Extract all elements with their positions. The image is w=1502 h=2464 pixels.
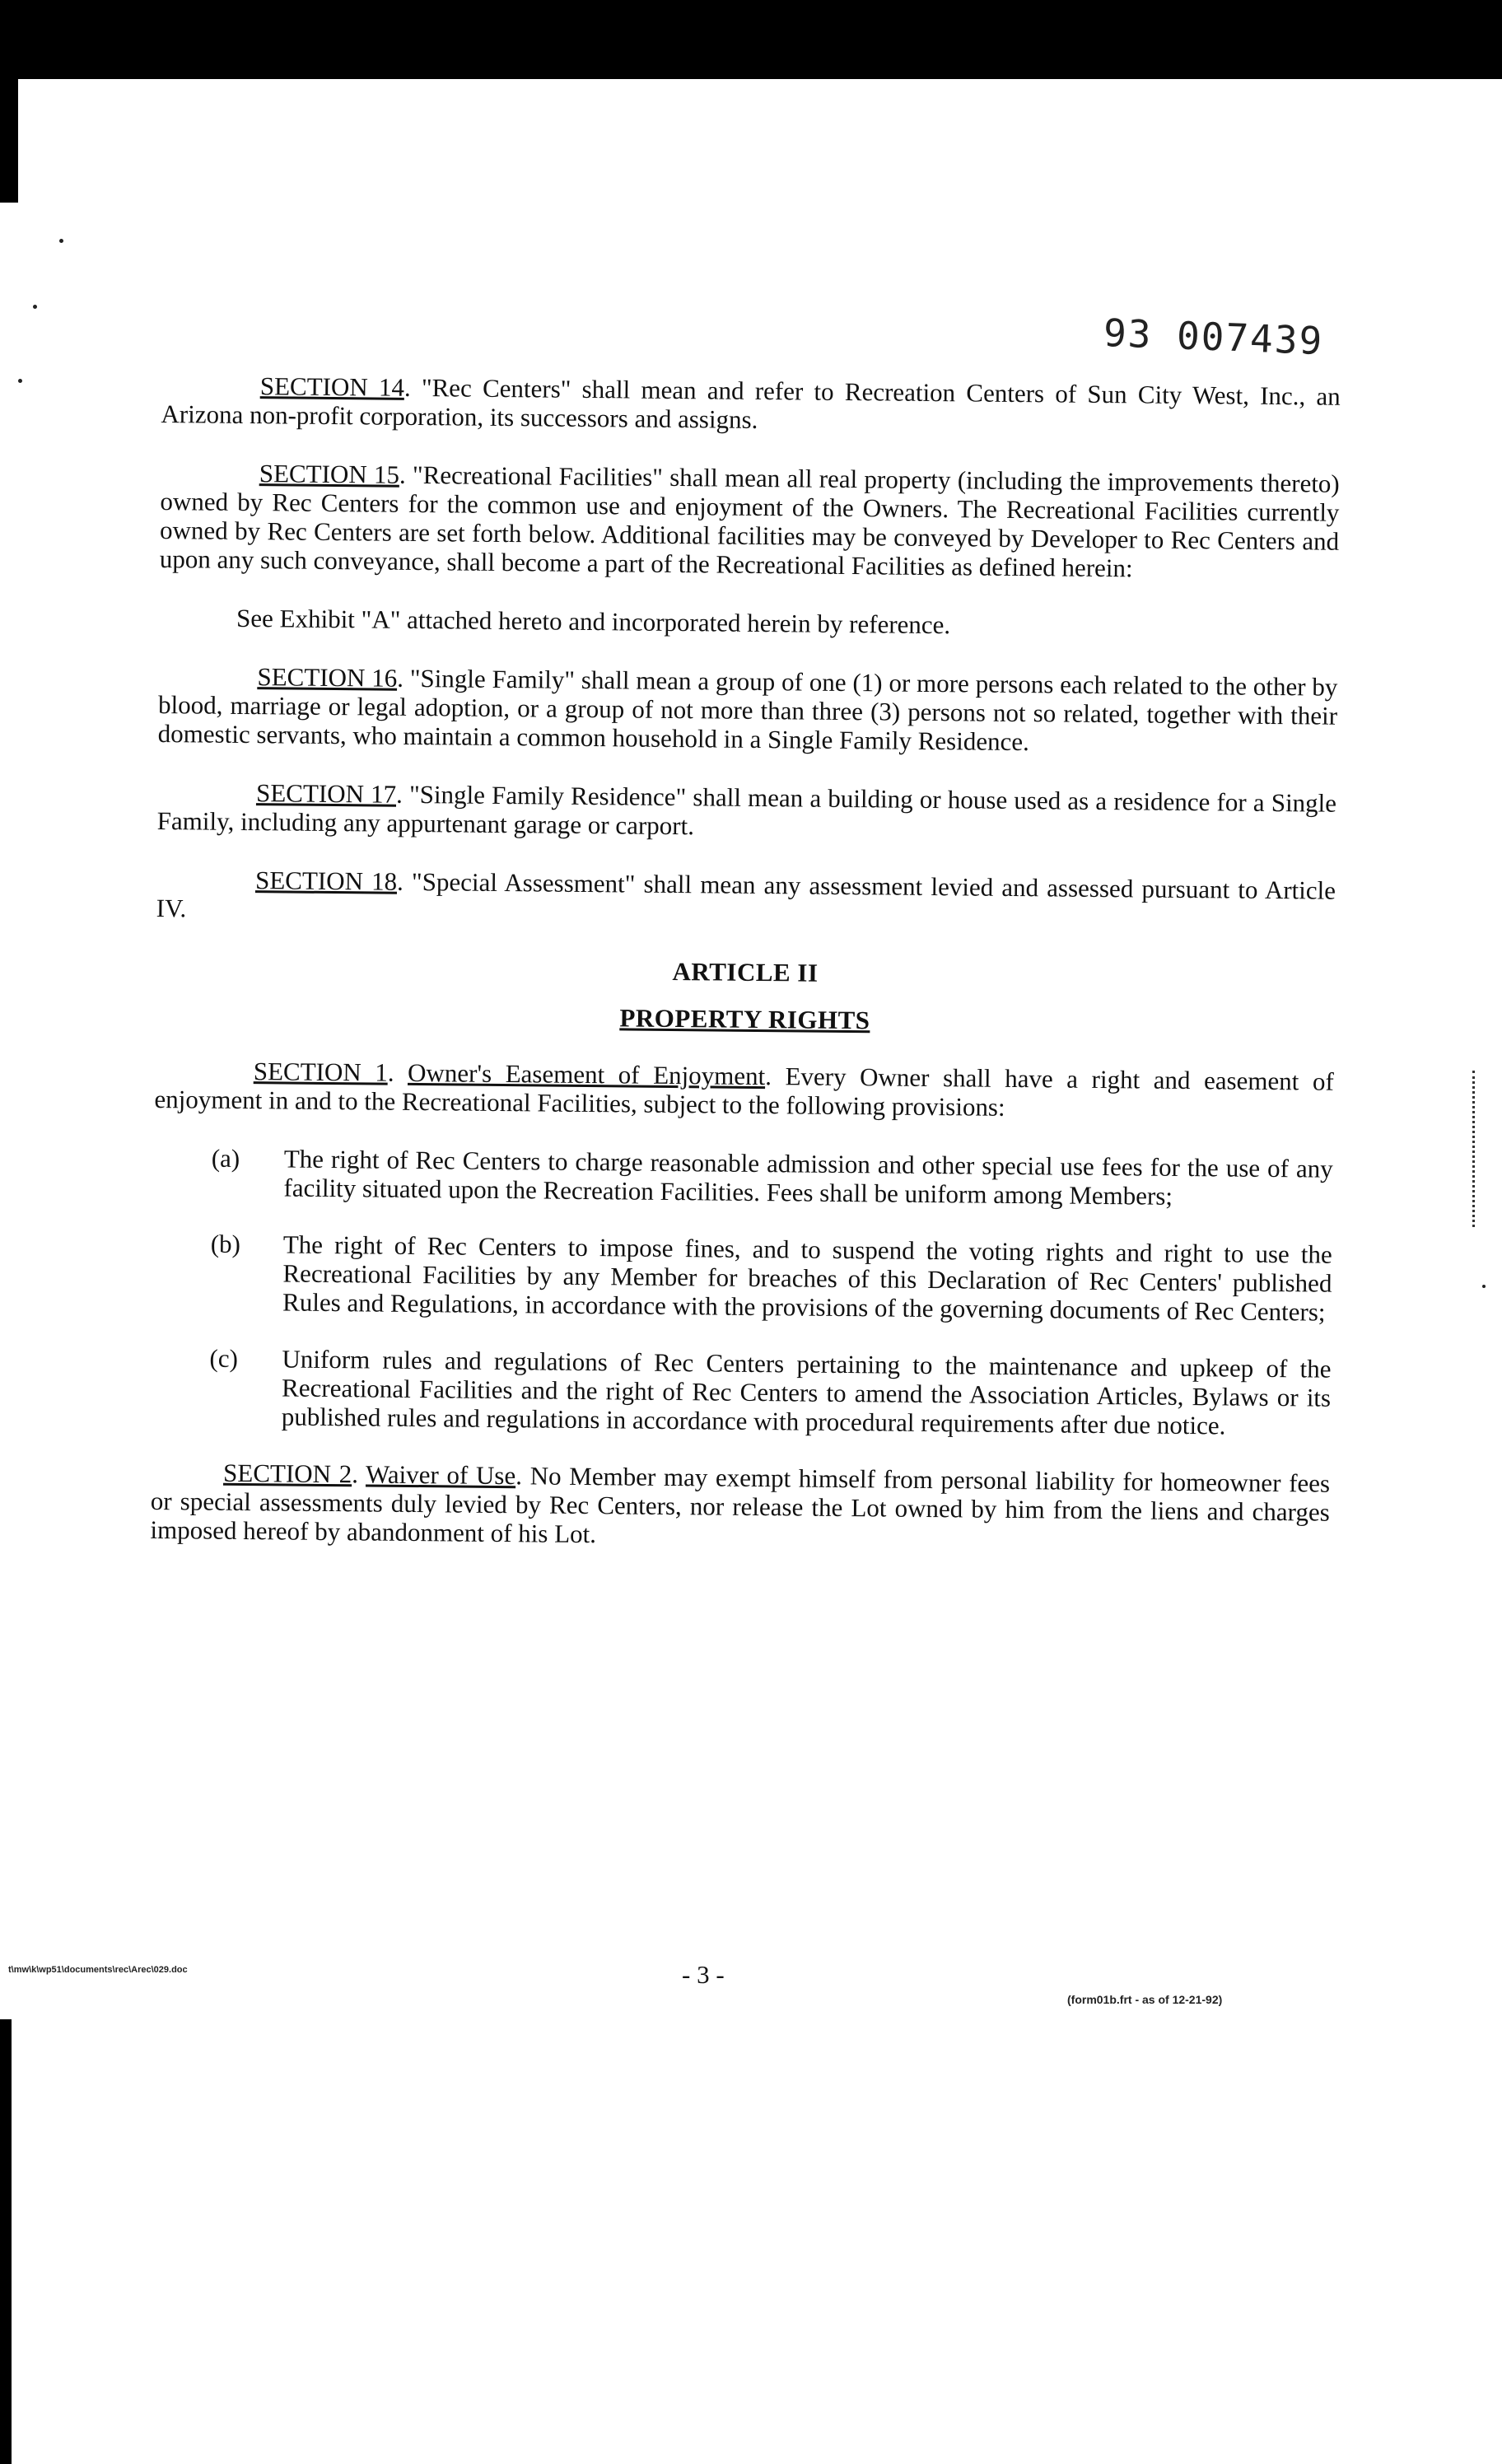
section-17	[157, 777, 1337, 847]
margin-mark	[1472, 1071, 1481, 1227]
section-label: SECTION 14	[259, 371, 405, 402]
scan-top-border	[0, 0, 1502, 79]
document-number-stamp: 93 007439	[1103, 310, 1325, 364]
section-text: . "Special Assessment" shall mean any assessment levied and assessed pursuant to Article IV.	[156, 866, 1336, 923]
page-number: - 3 -	[682, 1960, 725, 1989]
section-text: . No Member may exempt himself from personal liability for homeowner fees or special assessments duly levied by Rec Centers, nor release the Lot owned by him from the liens and charges imposed hereof by abandonment of his Lot.	[150, 1461, 1331, 1549]
section-text: . "Recreational Facilities" shall mean all real property (including the improvements thereto) owned by Rec Centers for the common use and enjoyment of the Owners. The Recreational Facilities currently owned by Rec Centers are set forth below. Additional facilities may be conveyed by Developer to Rec Centers and upon any such conveyance, shall become a part of the Recreational Facilities as defined herein:	[159, 460, 1340, 583]
scan-left-border-lower	[0, 2019, 12, 2464]
article-title: PROPERTY RIGHTS	[619, 1003, 870, 1035]
form-reference: (form01b.frt - as of 12-21-92)	[1067, 1993, 1223, 2006]
provision-marker: (c)	[209, 1343, 239, 1373]
section-14	[161, 371, 1341, 440]
section-label: SECTION 1	[253, 1057, 388, 1087]
exhibit-reference: See Exhibit "A" attached hereto and incorporated herein by reference.	[236, 603, 951, 640]
provision-item	[153, 1143, 1333, 1212]
provision-item	[152, 1229, 1332, 1327]
provision-marker: (a)	[211, 1143, 240, 1173]
section-label: SECTION 15	[259, 459, 400, 489]
provision-text: The right of Rec Centers to impose fines, and to suspend the voting rights and right to use the Recreational Facilities by any Member for breaches of this Declaration of Rec Centers' published Rules and Regulations, in accordance with the provisions of the governing documents of Rec Centers;	[282, 1230, 1332, 1327]
section-text: . "Single Family" shall mean a group of one (1) or more persons each related to the other by blood, marriage or legal adoption, or a group of not more than three (3) persons not so related, together with their domestic servants, who maintain a common household in a Single Family Residence.	[157, 663, 1338, 757]
section-18	[156, 865, 1336, 934]
section-text: . "Single Family Residence" shall mean a building or house used as a residence for a Single Family, including any appurtenant garage or carport.	[156, 779, 1337, 841]
document-body	[150, 371, 1341, 1585]
section-title: Owner's Easement of Enjoyment	[407, 1057, 766, 1091]
page-footer	[0, 1960, 1502, 2006]
section-label: SECTION 18	[254, 866, 398, 896]
scan-speck	[1482, 1285, 1486, 1288]
section-label: SECTION 17	[255, 778, 397, 809]
provision-item	[152, 1343, 1332, 1441]
article2-section-2: SECTION 2. Waiver of Use. No Member may exempt himself from personal liability for homeowner fees or special assessments duly levied by Rec Centers, nor release the Lot owned by him from the liens and charges imposed hereof by abandonment of his Lot.	[150, 1458, 1331, 1549]
section-title: Waiver of Use	[365, 1459, 516, 1491]
scan-left-border	[0, 79, 18, 203]
section-text: . "Rec Centers" shall mean and refer to Recreation Centers of Sun City West, Inc., an Arizona non-profit corporation, its successors and assigns.	[161, 372, 1341, 434]
scan-speck	[18, 379, 22, 383]
scan-speck	[59, 239, 63, 243]
section-15	[160, 458, 1340, 585]
provision-text: The right of Rec Centers to charge reasonable admission and other special use fees for the use of any facility situated upon the Recreation Facilities. Fees shall be uniform among Members;	[283, 1144, 1333, 1211]
file-path: t\mw\k\wp51\documents\rec\Arec\029.doc	[8, 1965, 188, 1975]
article-heading: ARTICLE II	[672, 956, 819, 987]
provision-text: Uniform rules and regulations of Rec Centers pertaining to the maintenance and upkeep of the Recreational Facilities and the right of Rec Centers to amend the Association Articles, Bylaws or its published rules and regulations in accordance with procedural requirements after due notice.	[281, 1344, 1332, 1440]
section-label: SECTION 2	[222, 1458, 352, 1489]
provision-marker: (b)	[210, 1229, 241, 1258]
section-16	[158, 661, 1338, 759]
section-label: SECTION 16	[257, 662, 398, 693]
section-text: . Every Owner shall have a right and easement of enjoyment in and to the Recreational Facilities, subject to the following provisions:	[154, 1062, 1334, 1122]
article2-section-1: SECTION 1. Owner's Easement of Enjoyment. Every Owner shall have a right and easement of enjoyment in and to the Recreational Facilities, subject to the following provisions:	[154, 1057, 1334, 1122]
scan-speck	[33, 305, 37, 309]
